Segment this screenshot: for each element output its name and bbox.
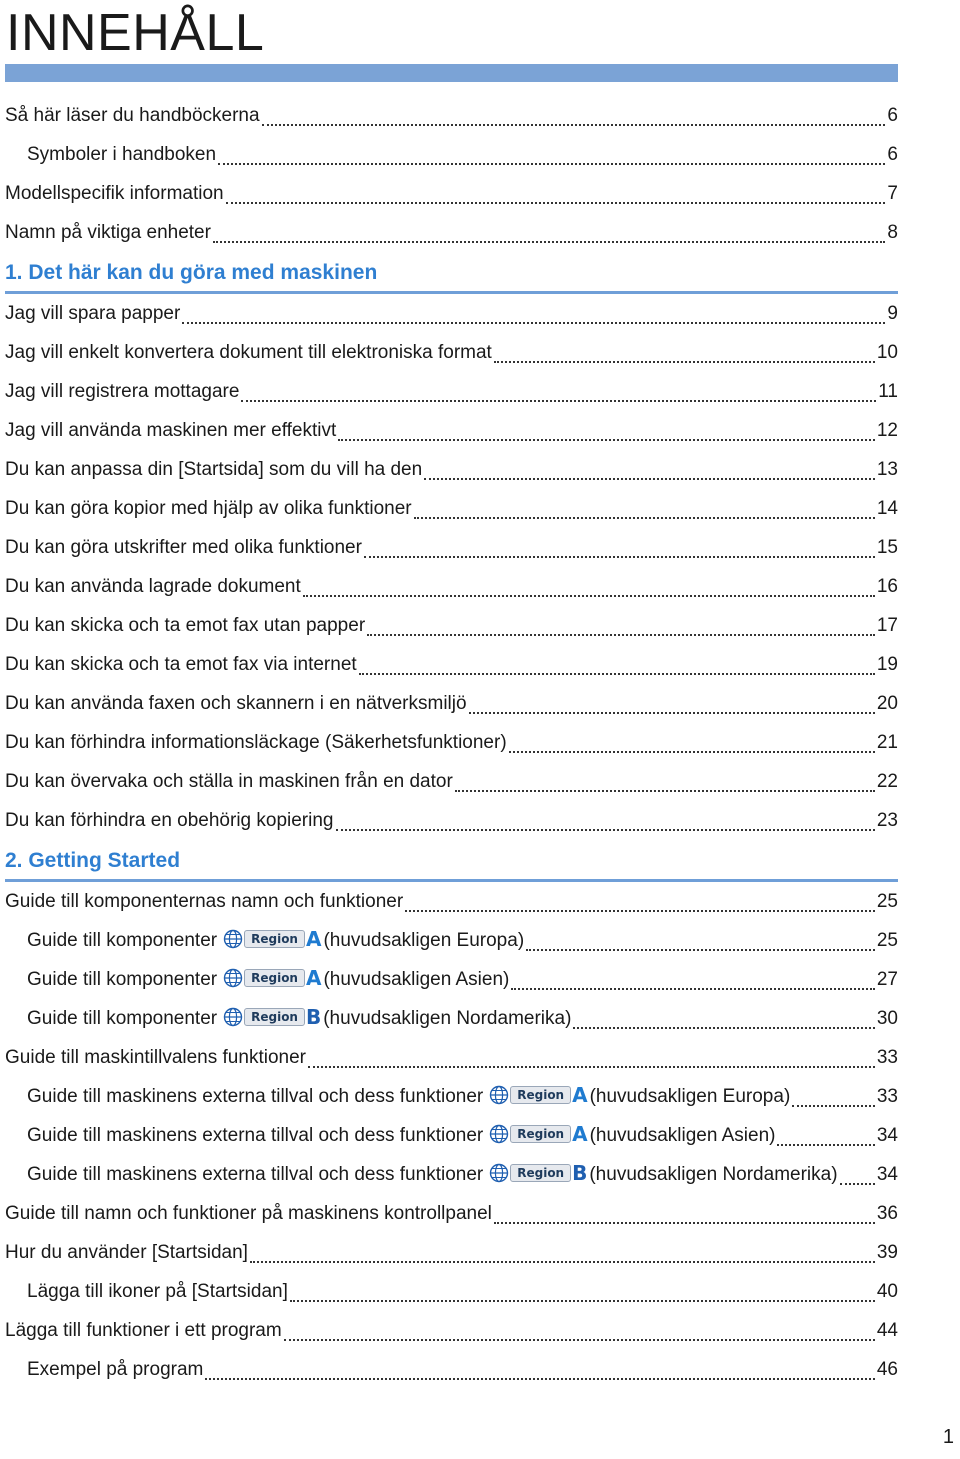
toc-entry[interactable]: [0, 450, 900, 489]
toc-entry[interactable]: [0, 372, 900, 411]
dot-leader: [308, 1052, 875, 1068]
dot-leader: [290, 1286, 875, 1302]
region-label: Region: [510, 1086, 571, 1104]
dot-leader: [303, 581, 875, 597]
toc-entry[interactable]: [0, 762, 900, 801]
dot-leader: [469, 698, 875, 714]
globe-icon: [223, 1007, 243, 1027]
toc-entry-text: Du kan göra kopior med hjälp av olika funktioner: [5, 497, 412, 519]
toc-page-number: 6: [887, 104, 898, 126]
toc-entry-title: [5, 890, 403, 914]
toc-entry[interactable]: [0, 723, 900, 762]
toc-page-number: 14: [876, 497, 898, 519]
toc-entry[interactable]: [0, 294, 900, 333]
dot-leader: [338, 425, 875, 441]
toc-entry[interactable]: [0, 1077, 900, 1116]
region-badge: [223, 928, 321, 950]
toc-entry[interactable]: [0, 1038, 900, 1077]
region-letter: A: [572, 1122, 588, 1147]
toc-page-number: 9: [887, 302, 898, 324]
toc-page-number: 25: [876, 929, 898, 951]
toc-page-number: 39: [876, 1241, 898, 1263]
toc-entry-title: [5, 809, 334, 833]
toc-entry-title: [5, 1319, 282, 1343]
dot-leader: [455, 776, 875, 792]
toc-entry-title: [27, 1007, 571, 1031]
toc-entry[interactable]: [0, 1233, 900, 1272]
region-letter: B: [572, 1161, 588, 1186]
toc-entry-text: Guide till maskintillvalens funktioner: [5, 1046, 306, 1068]
dot-leader: [840, 1169, 875, 1185]
toc-entry-title: [5, 104, 260, 128]
toc-entry[interactable]: [0, 489, 900, 528]
toc-entry-title: [5, 536, 362, 560]
toc-page-number: 6: [887, 143, 898, 165]
toc-entry[interactable]: [0, 684, 900, 723]
toc-entry-title: [5, 614, 365, 638]
toc-entry-text: Guide till maskinens externa tillval och dess funktioner: [27, 1163, 484, 1185]
globe-icon: [489, 1163, 509, 1183]
globe-icon: [223, 929, 243, 949]
toc-entry-title: [27, 143, 216, 167]
region-letter: B: [305, 1005, 322, 1030]
toc-entry-text: Så här läser du handböckerna: [5, 104, 260, 126]
toc-entry-text: Guide till maskinens externa tillval och dess funktioner: [27, 1085, 484, 1107]
dot-leader: [511, 974, 875, 990]
dot-leader: [792, 1091, 875, 1107]
region-label: Region: [244, 1008, 305, 1026]
toc-entry[interactable]: [0, 645, 900, 684]
toc-entry[interactable]: [0, 1272, 900, 1311]
toc-page-number: 40: [876, 1280, 898, 1302]
region-label: Region: [244, 969, 305, 987]
toc-entry-text: Du kan anpassa din [Startsida] som du vill ha den: [5, 458, 423, 480]
dot-leader: [414, 503, 875, 519]
toc-entry-title: [27, 968, 509, 992]
toc-entry-suffix: (huvudsakligen Nordamerika): [589, 1163, 838, 1185]
region-badge: [489, 1084, 587, 1106]
toc-page-number: 34: [876, 1163, 898, 1185]
toc-entry-text: Jag vill spara papper: [5, 302, 181, 324]
dot-leader: [336, 815, 875, 831]
dot-leader: [777, 1130, 874, 1146]
toc-entry[interactable]: [0, 921, 900, 960]
toc-page-number: 36: [876, 1202, 898, 1224]
toc-entry-title: [5, 380, 239, 404]
region-badge: [223, 1006, 321, 1028]
toc-entry[interactable]: [0, 1155, 900, 1194]
dot-leader: [241, 386, 876, 402]
region-badge: [223, 967, 321, 989]
dot-leader: [494, 1208, 875, 1224]
toc-entry-suffix: (huvudsakligen Europa): [589, 1085, 791, 1107]
toc-entry[interactable]: [0, 567, 900, 606]
toc-entry-title: [5, 419, 336, 443]
dot-leader: [424, 464, 875, 480]
toc-entry-text: Lägga till ikoner på [Startsidan]: [27, 1280, 288, 1302]
toc-page-number: 13: [876, 458, 898, 480]
dot-leader: [182, 308, 885, 324]
dot-leader: [359, 659, 875, 675]
toc-page-number: 33: [876, 1046, 898, 1068]
chapter-title: 2. Getting Started: [5, 849, 181, 872]
toc-entry-title: [5, 497, 412, 521]
toc-entry[interactable]: [0, 213, 900, 252]
region-badge: [489, 1162, 587, 1184]
toc-entry-suffix: (huvudsakligen Asien): [323, 968, 510, 990]
toc-page-number: 7: [887, 182, 898, 204]
toc-entry-title: [5, 302, 180, 326]
toc-entry[interactable]: [0, 174, 900, 213]
toc-entry-text: Hur du använder [Startsidan]: [5, 1241, 248, 1263]
toc-entry-text: Du kan skicka och ta emot fax utan papper: [5, 614, 366, 636]
toc-page-number: 11: [878, 380, 898, 402]
toc-entry-text: Du kan förhindra informationsläckage (Säkerhetsfunktioner): [5, 731, 507, 753]
toc-entry[interactable]: [0, 411, 900, 450]
toc-entry-title: [5, 770, 453, 794]
toc-page-number: 44: [876, 1319, 898, 1341]
toc-entry-title: [27, 1358, 203, 1382]
toc-page-number: 34: [876, 1124, 898, 1146]
dot-leader: [573, 1013, 874, 1029]
toc-entry-title: [5, 1241, 248, 1265]
toc-entry-title: [5, 731, 507, 755]
toc-entry-title: [5, 341, 492, 365]
toc-page-number: 10: [876, 341, 898, 363]
toc-entry[interactable]: [0, 882, 900, 921]
toc-page-number: 19: [876, 653, 898, 675]
toc-entry-suffix: (huvudsakligen Europa): [323, 929, 525, 951]
toc-entry-title: [5, 575, 301, 599]
toc-page-number: 15: [876, 536, 898, 558]
dot-leader: [213, 227, 885, 243]
toc-entry-text: Lägga till funktioner i ett program: [5, 1319, 282, 1341]
dot-leader: [284, 1325, 875, 1341]
toc-entry-text: Jag vill registrera mottagare: [5, 380, 240, 402]
dot-leader: [218, 149, 885, 165]
region-letter: A: [572, 1083, 588, 1108]
toc-entry-text: Guide till komponenter: [27, 968, 218, 990]
toc-entry-title: [5, 1202, 492, 1226]
toc-entry-text: Du kan använda faxen och skannern i en nätverksmiljö: [5, 692, 467, 714]
toc-page-number: 16: [876, 575, 898, 597]
toc-entry-text: Exempel på program: [27, 1358, 204, 1380]
toc-page-number: 25: [876, 890, 898, 912]
toc-entry-text: Guide till namn och funktioner på maskinens kontrollpanel: [5, 1202, 492, 1224]
table-of-contents: [0, 96, 900, 1389]
region-badge: [489, 1123, 587, 1145]
toc-page-number: 22: [876, 770, 898, 792]
toc-page-number: 21: [876, 731, 898, 753]
globe-icon: [489, 1124, 509, 1144]
toc-entry[interactable]: [0, 999, 900, 1038]
dot-leader: [250, 1247, 875, 1263]
toc-entry[interactable]: [0, 333, 900, 372]
chapter-title: 1. Det här kan du göra med maskinen: [5, 261, 378, 284]
toc-page-number: 46: [876, 1358, 898, 1380]
toc-entry-suffix: (huvudsakligen Asien): [589, 1124, 776, 1146]
toc-entry[interactable]: [0, 135, 900, 174]
toc-page-number: 23: [876, 809, 898, 831]
toc-entry-title: [27, 1163, 838, 1187]
toc-entry[interactable]: [0, 801, 900, 840]
toc-page-number: 27: [876, 968, 898, 990]
dot-leader: [205, 1364, 874, 1380]
toc-entry-text: Guide till maskinens externa tillval och dess funktioner: [27, 1124, 484, 1146]
toc-entry-title: [5, 1046, 306, 1070]
toc-entry-text: Du kan övervaka och ställa in maskinen från en dator: [5, 770, 453, 792]
globe-icon: [489, 1085, 509, 1105]
dot-leader: [509, 737, 875, 753]
toc-entry[interactable]: [0, 96, 900, 135]
toc-entry-text: Symboler i handboken: [27, 143, 217, 165]
page-title: INNEHÅLL: [6, 4, 265, 62]
region-label: Region: [510, 1125, 571, 1143]
page-number: 1: [942, 1426, 954, 1448]
toc-entry-text: Guide till komponenter: [27, 929, 218, 951]
toc-entry-text: Du kan skicka och ta emot fax via internet: [5, 653, 357, 675]
toc-entry-text: Du kan använda lagrade dokument: [5, 575, 301, 597]
globe-icon: [223, 968, 243, 988]
toc-page-number: 30: [876, 1007, 898, 1029]
toc-entry-text: Modellspecifik information: [5, 182, 224, 204]
toc-entry-title: [27, 1280, 288, 1304]
region-label: Region: [510, 1164, 571, 1182]
dot-leader: [226, 188, 886, 204]
toc-entry-title: [27, 1124, 775, 1148]
dot-leader: [494, 347, 875, 363]
toc-entry-text: Jag vill enkelt konvertera dokument till elektroniska format: [5, 341, 492, 363]
toc-entry[interactable]: [0, 1350, 900, 1389]
toc-entry-text: Jag vill använda maskinen mer effektivt: [5, 419, 337, 441]
toc-entry-text: Namn på viktiga enheter: [5, 221, 211, 243]
toc-entry-title: [5, 653, 357, 677]
toc-page-number: 12: [876, 419, 898, 441]
toc-entry-text: Du kan göra utskrifter med olika funktioner: [5, 536, 362, 558]
toc-page-number: 8: [887, 221, 898, 243]
dot-leader: [405, 896, 875, 912]
toc-entry-title: [5, 221, 211, 245]
region-letter: A: [305, 927, 322, 952]
toc-entry[interactable]: [0, 1116, 900, 1155]
dot-leader: [262, 110, 886, 126]
toc-entry-text: Guide till komponenternas namn och funktioner: [5, 890, 404, 912]
toc-page-number: 33: [876, 1085, 898, 1107]
toc-entry-title: [5, 458, 422, 482]
chapter-heading[interactable]: [0, 840, 900, 882]
toc-entry[interactable]: [0, 960, 900, 999]
toc-page-number: 20: [876, 692, 898, 714]
toc-entry-suffix: (huvudsakligen Nordamerika): [323, 1007, 572, 1029]
toc-entry[interactable]: [0, 1194, 900, 1233]
region-label: Region: [244, 930, 305, 948]
toc-entry-title: [27, 1085, 790, 1109]
dot-leader: [364, 542, 875, 558]
toc-entry-title: [27, 929, 524, 953]
toc-entry-title: [5, 692, 467, 716]
toc-page-number: 17: [876, 614, 898, 636]
toc-entry-title: [5, 182, 224, 206]
title-underline-bar: [5, 64, 898, 82]
toc-entry[interactable]: [0, 1311, 900, 1350]
toc-entry-text: Du kan förhindra en obehörig kopiering: [5, 809, 334, 831]
region-letter: A: [305, 966, 322, 991]
dot-leader: [367, 620, 875, 636]
dot-leader: [526, 935, 875, 951]
toc-entry[interactable]: [0, 528, 900, 567]
toc-entry-text: Guide till komponenter: [27, 1007, 218, 1029]
chapter-heading[interactable]: [0, 252, 900, 294]
toc-entry[interactable]: [0, 606, 900, 645]
